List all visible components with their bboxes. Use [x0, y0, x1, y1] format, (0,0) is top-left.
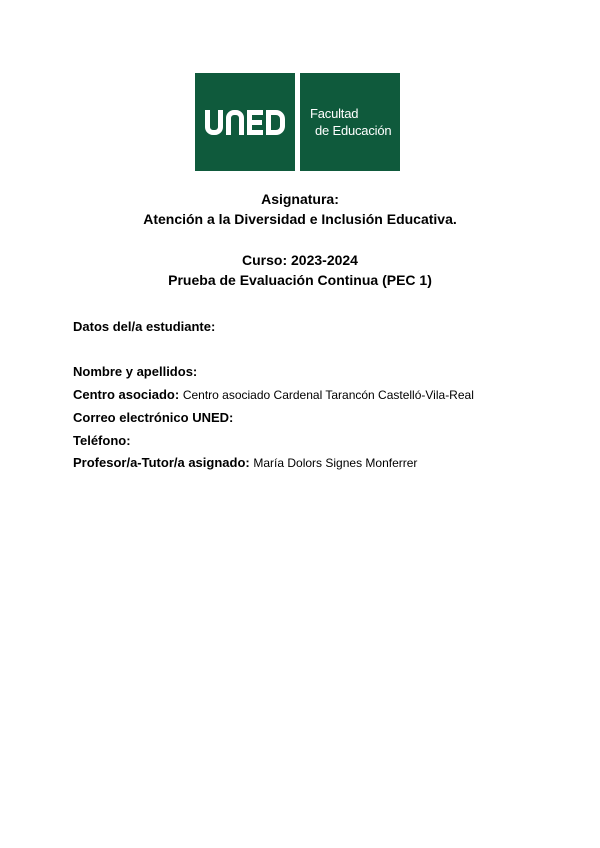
faculty-line-2: de Educación	[315, 123, 392, 138]
course-block	[0, 250, 600, 290]
name-field	[73, 363, 197, 381]
phone-field	[73, 432, 131, 450]
faculty-line-1: Facultad	[310, 106, 359, 121]
tutor-field	[73, 454, 417, 472]
student-data-label: Datos del/a estudiante:	[73, 319, 216, 334]
center-field	[73, 386, 474, 404]
phone-label: Teléfono:	[73, 433, 131, 448]
name-label: Nombre y apellidos:	[73, 364, 198, 379]
email-label: Correo electrónico UNED:	[73, 410, 234, 425]
uned-logo-mark	[195, 73, 295, 171]
center-label: Centro asociado:	[73, 387, 180, 402]
subject-heading: Asignatura:	[261, 191, 339, 207]
subject-name: Atención a la Diversidad e Inclusión Educativa.	[143, 211, 457, 227]
uned-wordmark	[203, 107, 287, 137]
course-year: Curso: 2023-2024	[242, 252, 358, 268]
tutor-label: Profesor/a-Tutor/a asignado:	[73, 455, 250, 470]
subject-block	[0, 189, 600, 229]
email-field	[73, 409, 233, 427]
uned-logo	[195, 73, 400, 171]
center-value: Centro asociado Cardenal Tarancón Castelló-Vila-Real	[182, 388, 474, 402]
student-data-title	[73, 318, 215, 336]
tutor-value: María Dolors Signes Monferrer	[253, 456, 418, 470]
faculty-label-box	[300, 73, 400, 171]
test-name: Prueba de Evaluación Continua (PEC 1)	[168, 272, 432, 288]
